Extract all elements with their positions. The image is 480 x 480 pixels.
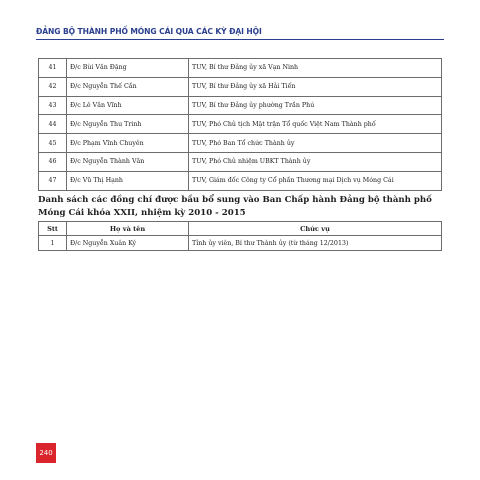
row-number: 46	[39, 152, 67, 171]
member-name: Đ/c Nguyễn Thế Cần	[67, 77, 189, 96]
supplementary-section-title: Danh sách các đồng chí được bầu bổ sung vào Ban Chấp hành Đảng bộ thành phố Móng Cái khóa XXII, nhiệm kỳ 2010 - 2015	[38, 195, 432, 218]
member-role: TUV, Bí thư Đảng ủy phường Trần Phú	[189, 96, 442, 115]
column-header-role: Chức vụ	[189, 222, 442, 236]
supplementary-table-body	[39, 236, 442, 251]
member-name: Đ/c Lê Văn Vĩnh	[67, 96, 189, 115]
table-row	[39, 115, 442, 134]
member-name: Đ/c Phạm Vĩnh Chuyên	[67, 134, 189, 153]
member-role: Tỉnh ủy viên, Bí thư Thành ủy (từ tháng 12/2013)	[189, 236, 442, 251]
table-row	[39, 171, 442, 190]
row-number: 1	[39, 236, 67, 251]
member-name: Đ/c Nguyễn Xuân Ký	[67, 236, 189, 251]
member-name: Đ/c Nguyễn Thành Văn	[67, 152, 189, 171]
page-number: 240	[36, 443, 56, 463]
member-role: TUV, Bí thư Đảng ủy xã Hải Tiến	[189, 77, 442, 96]
running-header: ĐẢNG BỘ THÀNH PHỐ MÓNG CÁI QUA CÁC KỲ ĐẠI HỘI	[36, 27, 262, 36]
committee-members-table	[38, 58, 442, 191]
row-number: 45	[39, 134, 67, 153]
member-role: TUV, Bí thư Đảng ủy xã Vạn Ninh	[189, 59, 442, 78]
column-header-name: Họ và tên	[67, 222, 189, 236]
member-name: Đ/c Nguyễn Thu Trinh	[67, 115, 189, 134]
members-table-body	[39, 59, 442, 191]
row-number: 42	[39, 77, 67, 96]
table-row	[39, 152, 442, 171]
header-rule	[36, 39, 444, 40]
member-name: Đ/c Bùi Văn Đặng	[67, 59, 189, 78]
column-header-no: Stt	[39, 222, 67, 236]
row-number: 43	[39, 96, 67, 115]
member-role: TUV, Phó Chủ tịch Mặt trận Tổ quốc Việt Nam Thành phố	[189, 115, 442, 134]
member-role: TUV, Phó Chủ nhiệm UBKT Thành ủy	[189, 152, 442, 171]
member-role: TUV, Phó Ban Tổ chức Thành ủy	[189, 134, 442, 153]
table-row	[39, 236, 442, 251]
table-row	[39, 59, 442, 78]
member-name: Đ/c Vũ Thị Hạnh	[67, 171, 189, 190]
table-row	[39, 134, 442, 153]
supplementary-table-header	[39, 222, 442, 236]
table-row	[39, 77, 442, 96]
header-row	[39, 222, 442, 236]
row-number: 47	[39, 171, 67, 190]
member-role: TUV, Giám đốc Công ty Cổ phần Thương mại Dịch vụ Móng Cái	[189, 171, 442, 190]
row-number: 41	[39, 59, 67, 78]
supplementary-members-table	[38, 221, 442, 251]
table-row	[39, 96, 442, 115]
row-number: 44	[39, 115, 67, 134]
